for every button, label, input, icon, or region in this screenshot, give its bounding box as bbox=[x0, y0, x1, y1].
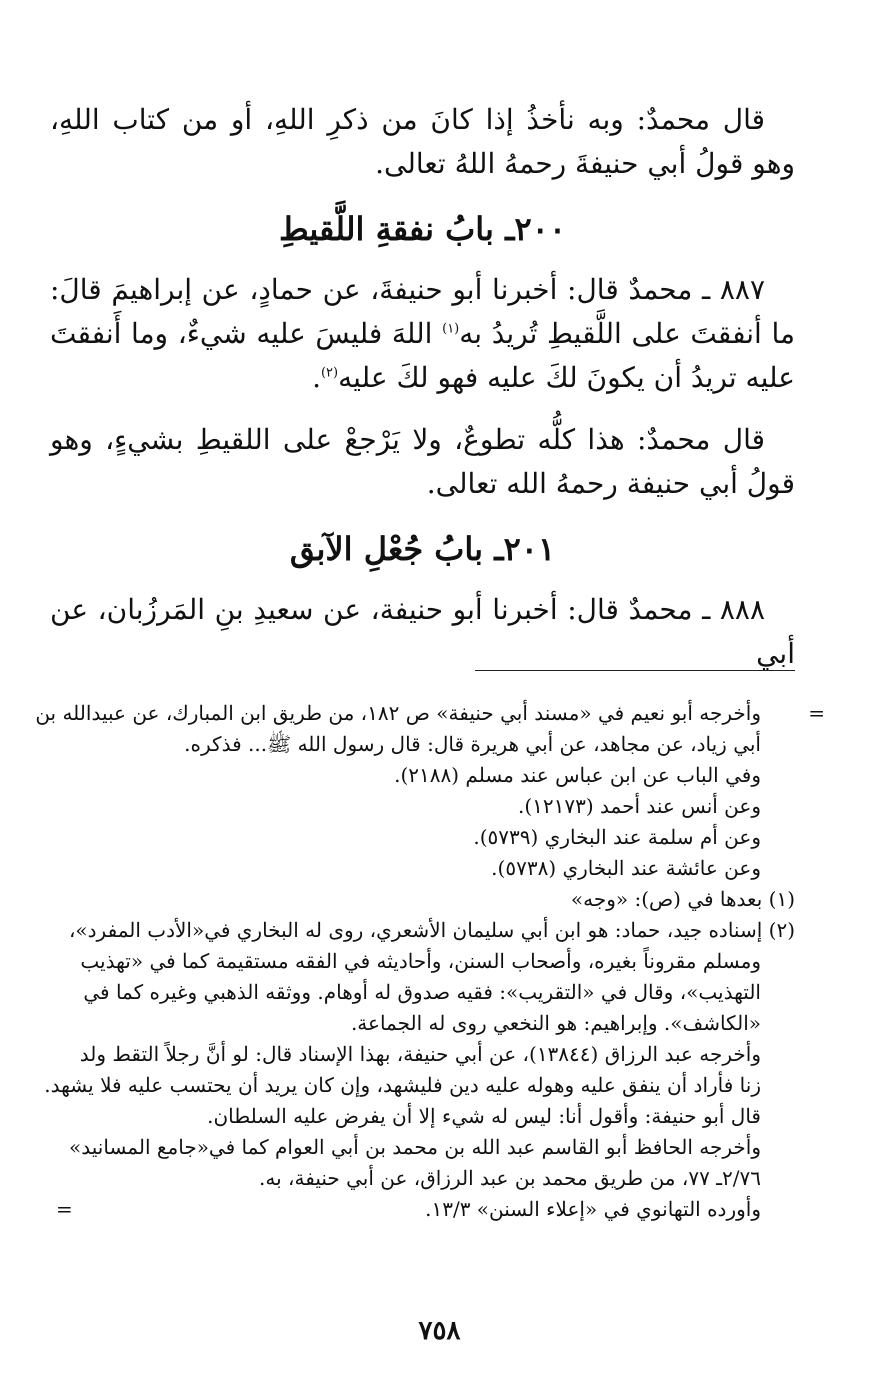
footnote-continuation-line: وفي الباب عن ابن عباس عند مسلم (٢١٨٨). bbox=[394, 763, 761, 787]
footnote-2-line: وأخرجه الحافظ أبو القاسم عبد الله بن محمد بن أبي العوام كما في«جامع المسانيد» bbox=[69, 1135, 761, 1159]
paragraph-1: قال محمدٌ: وبه نأخذُ إذا كانَ من ذكرِ اللهِ، أو من كتاب اللهِ، وهو قولُ أبي حنيفةَ رحمهُ اللهُ تعالى. bbox=[50, 103, 795, 180]
chapter-heading-200: ٢٠٠ـ بابُ نفقةِ اللَّقيطِ bbox=[278, 210, 567, 248]
footnote-2-line: (٢) إسناده جيد، حماد: هو ابن أبي سليمان الأشعري، روى له البخاري في«الأدب المفرد»، bbox=[68, 918, 795, 942]
main-text bbox=[50, 98, 795, 694]
footnote-separator bbox=[475, 670, 795, 671]
footnote-continuation-line bbox=[35, 698, 825, 729]
continuation-mark: = bbox=[808, 701, 825, 725]
footnote-ref-2[interactable]: (٢) bbox=[320, 365, 339, 381]
footnote-1: (١) بعدها في (ص): «وجه» bbox=[570, 887, 795, 911]
footnote-2-line bbox=[50, 1194, 795, 1225]
footnote-2-line: التهذيب»، وقال في «التقريب»: فقيه صدوق له أوهام. ووثقه الذهبي وغيره كما في bbox=[83, 980, 761, 1004]
footnote-continuation-line: أبي زياد، عن مجاهد، عن أبي هريرة قال: قال رسول الله ﷺ... فذكره. bbox=[184, 732, 761, 756]
paragraph-887-part-c: . bbox=[312, 361, 321, 394]
paragraph-3: قال محمدٌ: هذا كلُّه تطوعٌ، ولا يَرْجعْ على اللقيطِ بشيءٍ، وهو قولُ أبي حنيفة رحمهُ الله تعالى. bbox=[50, 423, 795, 500]
footnote-2-line: قال أبو حنيفة: وأقول أنا: ليس له شيء إلا أن يفرض عليه السلطان. bbox=[207, 1104, 761, 1128]
paragraph-887 bbox=[50, 268, 795, 400]
paragraph-888: ٨٨٨ ـ محمدٌ قال: أخبرنا أبو حنيفة، عن سعيدِ بنِ المَرزُبان، عن أبي bbox=[50, 593, 795, 670]
paragraph-887-part-a: ٨٨٧ ـ محمدٌ قال: أخبرنا أبو حنيفةَ، عن حمادٍ، عن إبراهيمَ قالَ: ما أنفقتَ على اللَّقيطِ تُريدُ به bbox=[50, 273, 795, 350]
footnote-continuation-line: وعن أنس عند أحمد (١٢١٧٣). bbox=[517, 794, 761, 818]
page-number: ٧٥٨ bbox=[418, 1316, 461, 1346]
footnote-2-line: وأخرجه عبد الرزاق (١٣٨٤٤)، عن أبي حنيفة، بهذا الإسناد قال: لو أنَّ رجلاً التقط ولد bbox=[79, 1042, 761, 1066]
footnote-2-line: «الكاشف». وإبراهيم: هو النخعي روى له الجماعة. bbox=[350, 1011, 761, 1035]
chapter-heading-201: ٢٠١ـ بابُ جُعْلِ الآبق bbox=[289, 530, 556, 568]
footnote-text: وأخرجه أبو نعيم في «مسند أبي حنيفة» ص ١٨٢، من طريق ابن المبارك، عن عبيدالله بن bbox=[35, 701, 761, 725]
footnote-continuation-line: وعن عائشة عند البخاري (٥٧٣٨). bbox=[491, 856, 761, 880]
footnote-2-line: ٢/٧٦ـ ٧٧، من طريق محمد بن عبد الرزاق، عن أبي حنيفة، به. bbox=[259, 1166, 761, 1190]
footnote-2-line: زنا فأراد أن ينفق عليه وهوله عليه دين فليشهد، وإن كان يريد أن يحتسب عليه فلا يشهد. bbox=[44, 1073, 761, 1097]
footnote-continuation-line: وعن أم سلمة عند البخاري (٥٧٣٩). bbox=[473, 825, 761, 849]
footnote-ref-1[interactable]: (١) bbox=[442, 321, 460, 337]
continues-mark: = bbox=[56, 1197, 73, 1221]
footnote-2-line: ومسلم مقروناً بغيره، وأصحاب السنن، وأحاديثه في الفقه مستقيمة كما في «تهذيب bbox=[80, 949, 761, 973]
paragraph-887-part-b: اللهَ فليسَ عليه شيءٌ، وما أَنفقتَ عليه تريدُ أن يكونَ لكَ عليه فهو لكَ عليه bbox=[50, 317, 795, 394]
footnotes bbox=[35, 698, 825, 1225]
footnote-text: وأورده التهانوي في «إعلاء السنن» ١٣/٣. bbox=[425, 1197, 761, 1221]
